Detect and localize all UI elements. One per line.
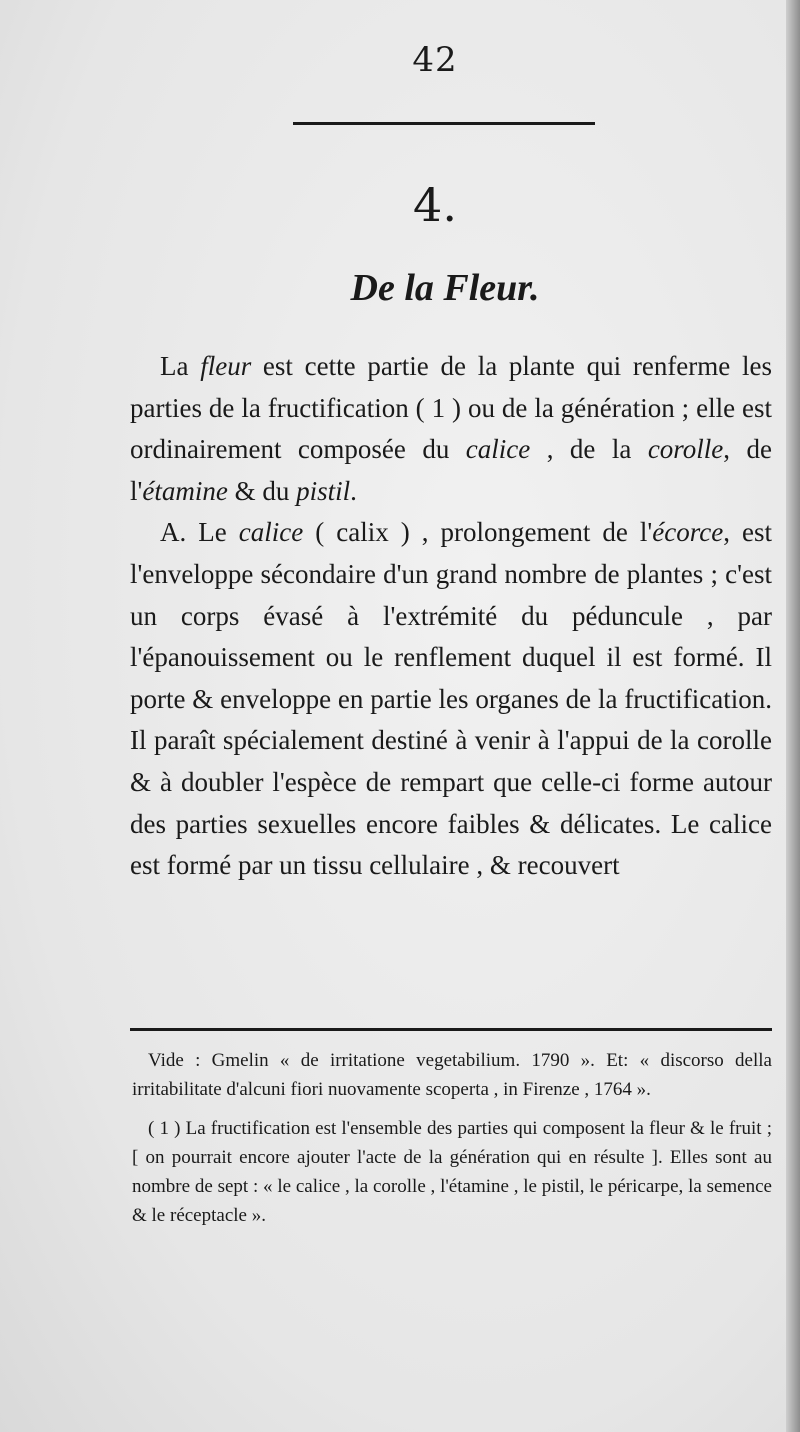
footnote-1: ( 1 ) La fructification est l'ensemble des parties qui composent la fleur & le fruit ; [ on pourrait encore ajouter l'acte de la génération qui en résulte ]. Elles sont au nombre de sept : « le calice , la corolle , l'étamine , le pistil, le péricarpe, la semence & le réceptacle ». [132,1118,772,1226]
italic-term-etamine: étamine [142,475,228,506]
page-number: 42 [412,40,458,80]
text-run: . [350,475,357,506]
italic-term-fleur: fleur [200,351,252,381]
italic-term-corolle: corolle [647,434,724,465]
text-run: A. Le [160,517,239,548]
paragraph-fleur [130,346,772,512]
text-run: , est l'enveloppe sécondaire d'un grand nombre de plantes ; c'est un corps évasé à l'extrémité du péduncule , par l'épanouissement ou le renflement duquel il est formé. Il porte & enveloppe en partie les organes de la fructification. Il paraît spécialement destiné à venir à l'appui de la corolle & à doubler l'espèce de rempart que celle-ci forme autour des parties sexuelles encore faibles & délicates. Le calice est formé par un tissu cellulaire , & recouvert [130,517,772,881]
section-number: 4. [413,178,457,232]
text-run: , de la [530,434,648,465]
footnotes [132,1046,772,1230]
text-run: est cette partie de la plante qui renferme les parties de la fructification ( 1 ) ou de la génération ; elle est ordinairement composée du [130,351,772,465]
text-run: , de l' [130,434,772,506]
text-run: & du [227,475,297,506]
footnote-rule [130,1028,772,1031]
italic-term-calice: calice [465,434,531,465]
body-text [130,346,772,887]
text-run: ( calix ) , prolongement de l' [303,517,653,548]
italic-term-calice: calice [238,517,304,548]
footnote-vide: Vide : Gmelin « de irritatione vegetabilium. 1790 ». Et: « discorso della irritabilitate d'alcuni fiori nuovamente scoperta , in Firenze , 1764 ». [132,1050,772,1100]
text-run: La [160,351,201,381]
header-rule [293,122,595,125]
italic-term-pistil: pistil [296,475,351,506]
paragraph-calice [130,512,772,886]
italic-term-ecorce: écorce [652,517,724,548]
section-title: De la Fleur. [350,267,540,309]
